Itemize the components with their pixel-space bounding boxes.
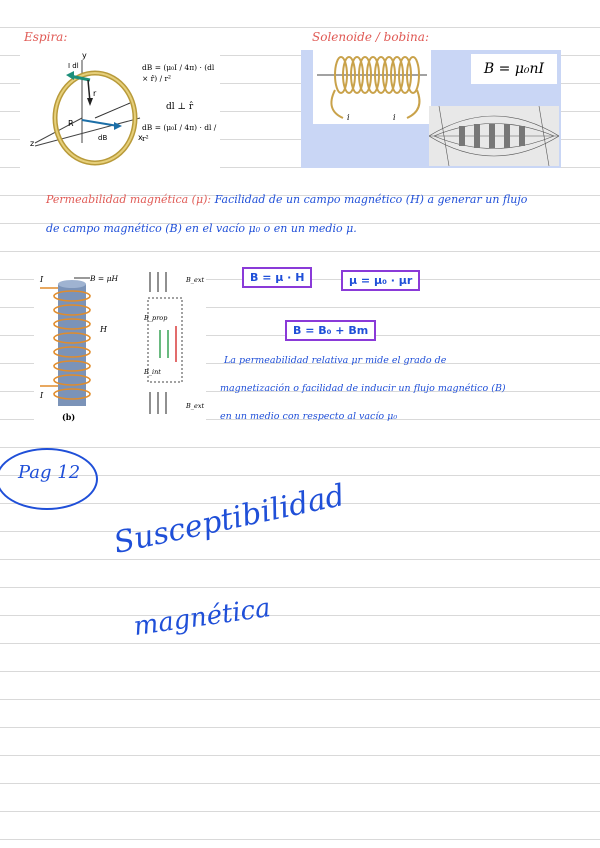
x-axis [35,118,140,146]
cylinder-svg [34,258,206,426]
i-left-label: i [347,113,350,122]
solenoid-figure [301,50,561,168]
prop-field [160,330,168,358]
r-label: r [93,89,97,98]
R-label: R [68,119,74,128]
idl-label: I dl [68,62,79,70]
B-eq-label: B = μH [90,274,118,283]
relative-line-3: en un medio con respecto al vacío μ₀ [220,411,398,422]
I-bottom-label: I [40,391,44,400]
R-radius [95,103,130,118]
field-lines-image [429,106,559,166]
idl-arrowhead [66,71,74,80]
solenoid-drawing [313,50,431,124]
espira-formulas [142,62,222,144]
bprop-label: B_prop [144,314,168,322]
I-top-label: I [40,275,44,284]
db-scalar-formula: dB = (μ₀I / 4π) · dl / r² [142,123,217,143]
permeability-title: Permeabilidad magnética (μ): [46,193,212,206]
field-lines-svg [429,106,559,166]
bext-bottom-label: B_ext [186,402,205,410]
permeability-line-1 [46,193,527,206]
solenoide-heading: Solenoide / bobina: [312,30,429,44]
coil-svg [313,50,431,124]
core-cylinder [58,284,86,406]
b-sum-box: B = B₀ + Bm [285,320,376,341]
b-eq-box: B = μ · H [242,267,312,288]
dB-label: dB [98,134,108,142]
figure-caption: (b) [62,412,76,422]
db-vector [82,120,118,126]
z-label: z [30,139,35,148]
bext-top-label: B_ext [186,276,205,284]
external-field-top [150,272,166,292]
r-arrowhead [87,98,93,106]
susceptibility-word-2: magnética [131,593,273,642]
mu-eq-box: μ = μ₀ · μr [341,270,420,291]
core-top [58,280,86,288]
i-right-label: i [393,113,396,122]
susceptibility-word-1: Susceptibilidad [110,477,348,561]
bint-label: B_int [144,368,161,376]
perp-formula: dl ⊥ r̂ [166,102,194,112]
relative-line-2: magnetización o facilidad de inducir un flujo magnético (B) [220,383,506,394]
solenoid-formula-box [471,54,557,84]
y-label: y [82,51,87,60]
x-label: x [138,133,143,142]
page-ref-text: Pag 12 [18,462,81,483]
solenoid-formula: B = μ₀nI [483,61,545,77]
lead-left [331,90,343,118]
cylinder-figure [34,258,206,426]
H-label: H [100,325,107,334]
lead-right [407,90,419,118]
permeability-definition: Facilidad de un campo magnético (H) a generar un flujo [214,193,528,206]
permeability-line-2: de campo magnético (B) en el vacío μ₀ o en un medio μ. [46,222,357,235]
relative-line-1: La permeabilidad relativa μr mide el grado de [224,355,447,366]
espira-heading: Espira: [24,30,68,44]
db-cross-formula: dB = (μ₀I / 4π) · (dl × r̂) / r² [142,63,215,83]
external-field-bottom [150,392,166,414]
